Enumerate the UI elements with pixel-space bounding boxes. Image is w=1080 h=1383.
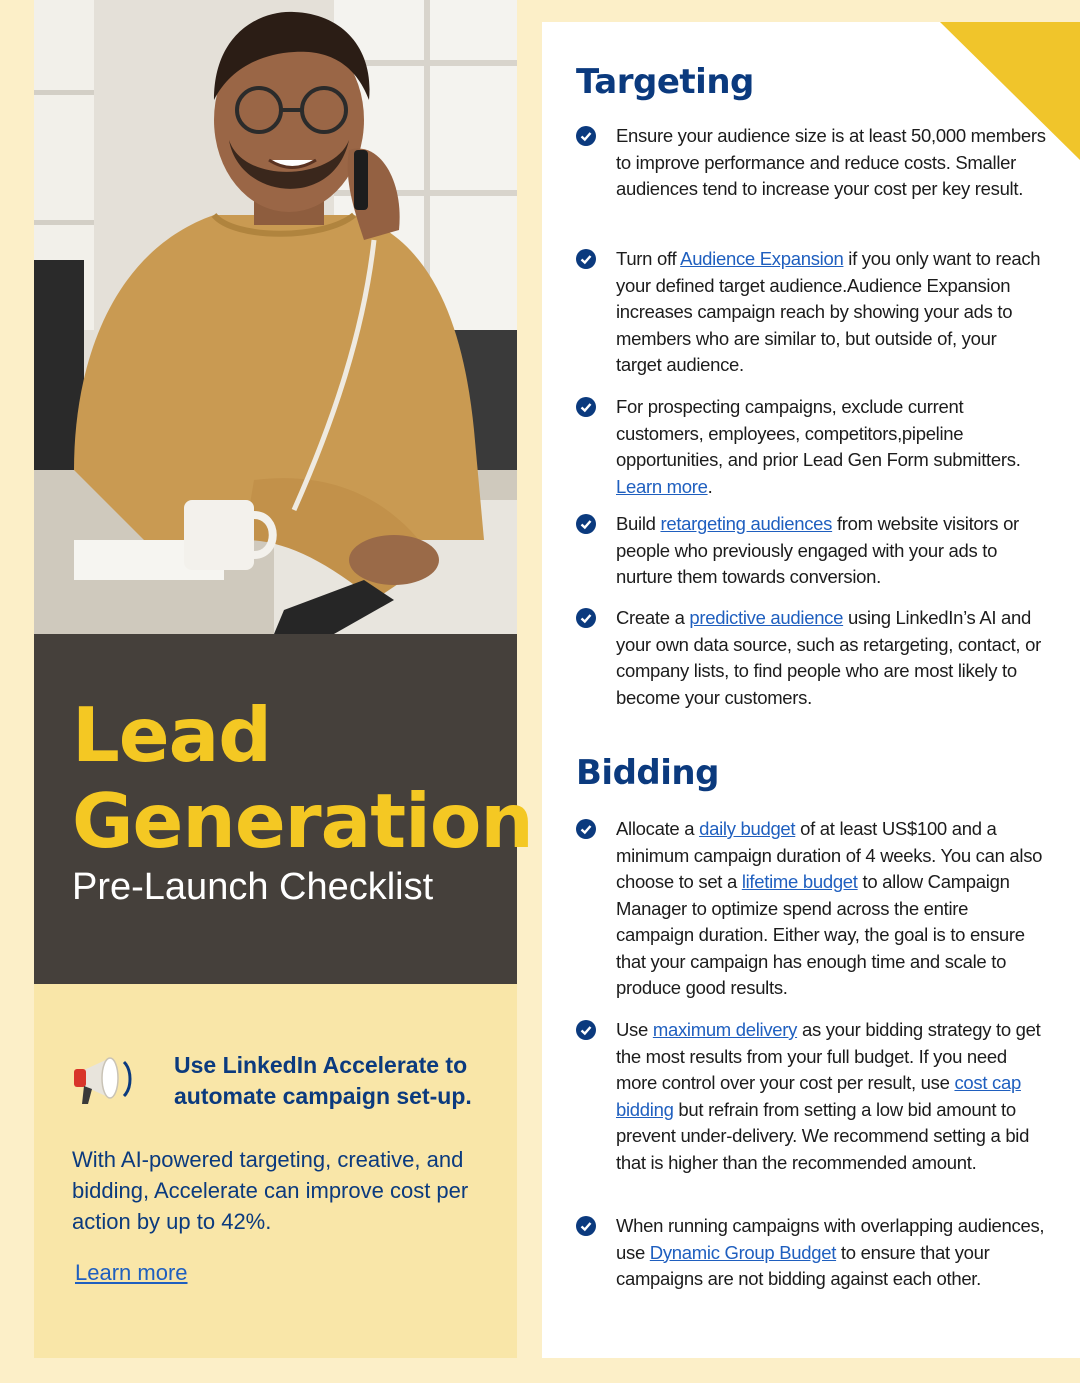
targeting-item-text [616,246,1046,379]
audience-expansion-link[interactable]: Audience Expansion [680,248,844,269]
text-segment: Ensure your audience size is at least 50,000 members to improve performance and reduce costs. Smaller audiences tend to increase your cost per key result. [616,125,1046,199]
text-segment: to ensure that your campaigns are not bidding against each other. [616,1241,990,1289]
targeting-item [576,394,1046,500]
maximum-delivery-link[interactable]: maximum delivery [652,1019,798,1040]
text-segment: Allocate a [616,818,700,839]
title-line-1: Lead [72,691,271,779]
bidding-item [576,1213,1046,1293]
text-segment: using LinkedIn’s AI and your own data source, such as retargeting, contact, or company lists, to find people who are most likely to become your customers. [616,607,1041,708]
hero-photo-illustration [34,0,517,634]
check-icon [576,249,596,269]
check-icon [576,608,596,628]
retargeting-audiences-link[interactable]: retargeting audiences [660,513,833,534]
targeting-item-text [616,394,1046,500]
learn-more-link[interactable]: Learn more [616,475,708,497]
check-icon [576,1020,596,1040]
cost-cap-bidding-link[interactable]: cost cap bidding [616,1072,1021,1120]
bidding-item [576,816,1046,1002]
check-icon [576,397,596,417]
bidding-item [576,1017,1046,1176]
text-segment: . [707,475,713,497]
targeting-item [576,511,1046,591]
bidding-item-text [616,1017,1046,1176]
text-segment: Build [616,513,661,534]
targeting-item-text [616,511,1046,591]
targeting-item-text [616,123,1046,203]
predictive-audience-link[interactable]: predictive audience [689,607,844,628]
checklist-panel [542,22,1080,1358]
title-line-2: Generation [72,777,533,865]
targeting-item [576,605,1046,711]
section-title-bidding: Bidding [576,753,719,793]
text-segment: as your bidding strategy to get the most results from your full budget. If you need more control over your cost per result, use [616,1019,1041,1093]
left-column [34,0,533,1358]
targeting-item [576,246,1046,379]
text-segment: from website visitors or people who previously engaged with your ads to nurture them towards conversion. [616,513,1019,587]
check-icon [576,819,596,839]
text-segment: of at least US$100 and a minimum campaign duration of 4 weeks. You can also choose to set a [616,818,1043,892]
hero-photo [34,0,517,634]
learn-more-link[interactable]: Learn more [75,1260,188,1285]
dynamic-group-budget-link[interactable]: Dynamic Group Budget [649,1241,837,1263]
accelerate-promo [34,984,517,1358]
lifetime-budget-link[interactable]: lifetime budget [741,871,858,892]
check-icon [576,1216,596,1236]
daily-budget-link[interactable]: daily budget [699,818,796,839]
text-segment: Turn off [616,248,681,269]
section-title-targeting: Targeting [576,62,754,102]
bidding-item-text [616,1213,1046,1293]
promo-heading: Use LinkedIn Accelerate to automate campaign set-up. [174,1052,472,1109]
document-title [72,692,533,864]
text-segment: Create a [616,607,690,628]
text-segment: but refrain from setting a low bid amount to prevent under-delivery. We recommend setting a bid that is higher than the recommended amount. [616,1098,1030,1173]
document-subtitle: Pre-Launch Checklist [72,866,434,908]
text-segment: Use [616,1019,653,1040]
targeting-item-text [616,605,1046,711]
text-segment: For prospecting campaigns, exclude current customers, employees, competitors,pipeline opportunities, and prior Lead Gen Form submitters. [616,396,1021,470]
text-segment: When running campaigns with overlapping audiences, use [616,1215,1045,1263]
text-segment: to allow Campaign Manager to optimize spend across the entire campaign duration. Either way, the goal is to ensure that your campaign has enough time and scale to produce good results. [616,871,1025,998]
text-segment: if you only want to reach your defined target audience.Audience Expansion increases campaign reach by showing your ads to members who are similar to, but outside of, your target audience. [616,248,1041,375]
bidding-item-text [616,816,1046,1002]
promo-body: With AI-powered targeting, creative, and bidding, Accelerate can improve cost per action by up to 42%. [72,1147,469,1234]
title-block [34,634,533,984]
check-icon [576,126,596,146]
check-icon [576,514,596,534]
megaphone-icon [70,1052,134,1108]
targeting-item [576,123,1046,203]
